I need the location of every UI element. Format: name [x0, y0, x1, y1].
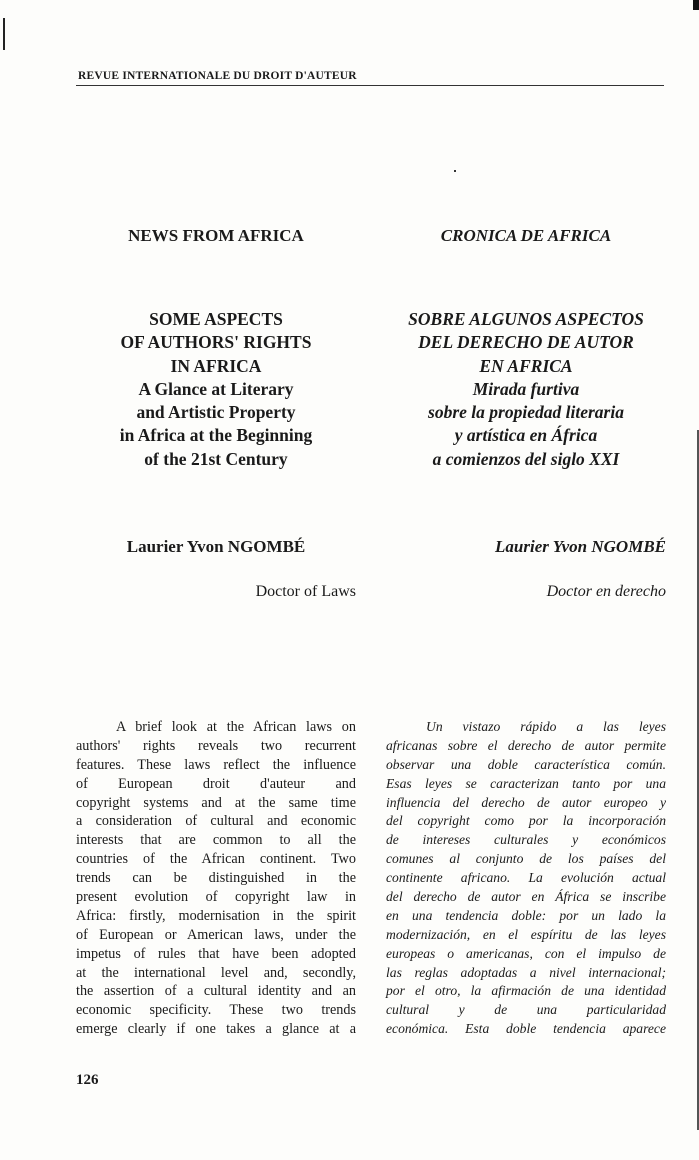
body-line: modernización, en el espíritu de las leyes	[386, 926, 666, 942]
body-line: cultural y de una particularidad	[386, 1002, 666, 1018]
scan-edge-mark	[3, 18, 5, 50]
body-line: por el otro, la afirmación de una identidad	[386, 983, 666, 999]
body-english	[76, 718, 356, 1039]
running-head-rule	[76, 85, 664, 86]
body-line: observar una doble característica común.	[386, 756, 666, 772]
body-line: del copyright como por la incorporación	[386, 813, 666, 829]
body-line: emerge clearly if one takes a glance at a	[76, 1021, 356, 1038]
title-line: SOME ASPECTS	[149, 309, 283, 329]
title-line: y artística en África	[454, 425, 598, 446]
body-line: a consideration of cultural and economic	[76, 813, 356, 830]
body-line: europeas o americanas, con el impulso de	[386, 945, 666, 961]
degree-spanish: Doctor en derecho	[546, 583, 666, 600]
body-line: económica. Esta doble tendencia aparece	[386, 1021, 666, 1037]
body-spanish	[386, 718, 666, 1039]
degree-english: Doctor of Laws	[255, 583, 356, 600]
body-line: present evolution of copyright law in	[76, 889, 356, 906]
body-line: las reglas adoptadas a nivel internacional;	[386, 964, 666, 980]
title-line: and Artistic Property	[136, 402, 296, 423]
title-spanish	[386, 308, 666, 471]
title-line: of the 21st Century	[144, 448, 288, 469]
body-line: authors' rights reveals two recurrent	[76, 737, 356, 754]
body-line: de intereses culturales y económicos	[386, 832, 666, 848]
body-line: Un vistazo rápido a las leyes	[426, 719, 666, 734]
page-number: 126	[76, 1072, 99, 1088]
body-line: copyright systems and at the same time	[76, 794, 356, 811]
title-line: Mirada furtiva	[472, 378, 580, 399]
body-line: influencia del derecho de autor europeo y	[386, 794, 666, 810]
title-line: DEL DERECHO DE AUTOR	[418, 332, 634, 353]
body-line: Africa: firstly, modernisation in the spirit	[76, 907, 356, 924]
body-line: at the international level and, secondly,	[76, 964, 356, 981]
title-line: sobre la propiedad literaria	[428, 402, 624, 423]
rubric-spanish: CRONICA DE AFRICA	[440, 226, 612, 245]
body-line: economic specificity. These two trends	[76, 1002, 356, 1019]
body-line: trends can be distinguished in the	[76, 870, 356, 887]
body-line: A brief look at the African laws on	[116, 719, 356, 735]
body-line: impetus of rules that have been adopted	[76, 945, 356, 962]
scan-speck	[454, 170, 456, 172]
scan-edge-mark	[693, 0, 699, 10]
title-line: a comienzos del siglo XXI	[432, 448, 620, 469]
body-line: del derecho de autor en África se inscribe	[386, 889, 666, 905]
body-line: africanas sobre el derecho de autor permite	[386, 737, 666, 753]
title-english	[76, 308, 356, 471]
body-line: of European or American laws, under the	[76, 926, 356, 943]
title-line: A Glance at Literary	[138, 378, 294, 399]
body-line: comunes al conjunto de los países del	[386, 851, 666, 867]
title-line: SOBRE ALGUNOS ASPECTOS	[408, 309, 644, 329]
author-english: Laurier Yvon NGOMBÉ	[126, 537, 306, 556]
body-line: countries of the African continent. Two	[76, 851, 356, 868]
running-head: REVUE INTERNATIONALE DU DROIT D'AUTEUR	[78, 70, 357, 82]
body-line: continente africano. La evolución actual	[386, 870, 666, 886]
title-line: OF AUTHORS' RIGHTS	[120, 332, 312, 353]
title-line: IN AFRICA	[170, 355, 262, 376]
author-spanish: Laurier Yvon NGOMBÉ	[495, 537, 666, 556]
body-line: Esas leyes se caracterizan tanto por una	[386, 775, 666, 791]
body-line: en una tendencia doble: por un lado la	[386, 907, 666, 923]
rubric-english: NEWS FROM AFRICA	[128, 226, 304, 245]
title-line: in Africa at the Beginning	[119, 425, 313, 446]
title-line: EN AFRICA	[479, 355, 573, 376]
body-line: features. These laws reflect the influence	[76, 756, 356, 773]
body-line: of European droit d'auteur and	[76, 775, 356, 792]
body-line: interests that are common to all the	[76, 832, 356, 849]
body-line: the assertion of a cultural identity and an	[76, 983, 356, 1000]
